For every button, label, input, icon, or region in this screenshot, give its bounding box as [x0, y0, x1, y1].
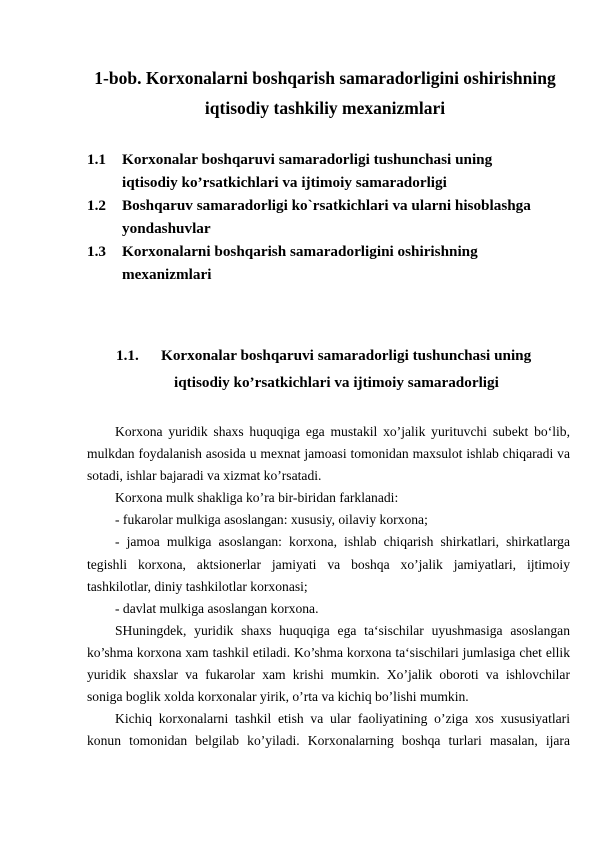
toc-item-line: Boshqaruv samaradorligi ko`rsatkichlari va ularni hisoblashga [122, 197, 531, 214]
toc-item-text [122, 148, 547, 194]
toc-item [87, 194, 547, 240]
toc-item-text [122, 194, 547, 240]
section-heading [116, 342, 556, 396]
toc-item-line: Korxonalar boshqaruvi samaradorligi tushunchasi uning [122, 151, 493, 168]
table-of-contents [87, 148, 547, 286]
toc-item [87, 148, 547, 194]
toc-item [87, 240, 547, 286]
body-text [87, 421, 570, 752]
chapter-title-line-2: iqtisodiy tashkiliy mexanizmlari [204, 98, 446, 118]
toc-item-number: 1.1 [87, 151, 106, 168]
paragraph: Korxona yuridik shaxs huquqiga ega mustakil xo’jalik yurituvchi subekt bo‘lib, mulkdan foydalanish asosida u mexnat jamoasi tomonidan maxsulot ishlab chiqaradi va sotadi, ishlar bajaradi va xizmat ko’rsatadi. [87, 424, 570, 484]
toc-item-line: iqtisodiy ko’rsatkichlari va ijtimoiy samaradorligi [122, 174, 447, 191]
toc-item-line: mexanizmlari [122, 266, 212, 283]
toc-item-number: 1.2 [87, 197, 106, 214]
chapter-title-line-1: 1-bob. Korxonalarni boshqarish samaradorligini oshirishning [94, 68, 556, 88]
paragraph: Korxona mulk shakliga ko’ra bir-biridan farklanadi: [115, 490, 399, 506]
section-title-line-2: iqtisodiy ko’rsatkichlari va ijtimoiy samaradorligi [174, 374, 499, 391]
list-item: - fukarolar mulkiga asoslangan: xususiy, oilaviy korxona; [115, 512, 428, 528]
paragraph: SHuningdek, yuridik shaxs huquqiga ega ta‘sischilar uyushmasiga asoslangan ko’shma korxona xam tashkil etiladi. Ko’shma korxona ta‘sischilari jumlasiga chet ellik yuridik shaxslar va fukarolar xam krishi mumkin. Xo’jalik oboroti va ishlovchilar soniga boglik xolda korxonalar yirik, o’rta va kichiq bo’lishi mumkin. [87, 622, 570, 705]
paragraph: Kichiq korxonalarni tashkil etish va ular faoliyatining o’ziga xos xususiyatlari konun tomonidan belgilab ko’yiladi. Korxonalarning boshqa turlari masalan, ijara [87, 711, 570, 749]
toc-item-line: yondashuvlar [122, 220, 211, 237]
toc-item-number: 1.3 [87, 243, 106, 260]
toc-item-line: Korxonalarni boshqarish samaradorligini oshirishning [122, 243, 478, 260]
list-item: - davlat mulkiga asoslangan korxona. [115, 600, 319, 616]
section-title-line-1: Korxonalar boshqaruvi samaradorligi tushunchasi uning [161, 347, 532, 364]
chapter-title [80, 63, 570, 123]
toc-item-text [122, 240, 547, 286]
section-number: 1.1. [116, 347, 139, 364]
list-item: - jamoa mulkiga asoslangan: korxona, ishlab chiqarish shirkatlari, shirkatlarga tegishli korxona, aktsionerlar jamiyati va boshqa xo’jalik jamiyatlari, ijtimoiy tashkilotlar, diniy tashkilotlar korxonasi; [87, 534, 570, 594]
